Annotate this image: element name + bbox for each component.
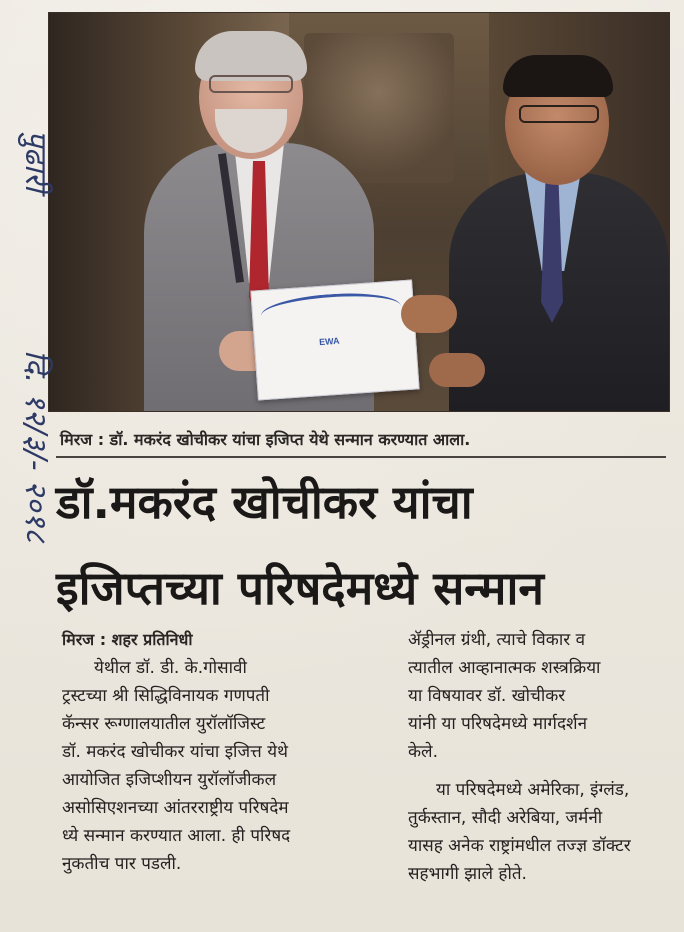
article-line: ॲड्रीनल ग्रंथी, त्याचे विकार व [408, 630, 586, 650]
hand [401, 295, 457, 333]
handwritten-newspaper-name: पुढारी [18, 130, 53, 192]
handwritten-margin-note [4, 120, 53, 920]
article-column-left [62, 654, 382, 878]
byline: मिरज : शहर प्रतिनिधी [62, 630, 193, 649]
article-line: कॅन्सर रूग्णालयातील युरॉलॉजिस्ट [62, 714, 266, 734]
article-line: या विषयावर डॉ. खोचीकर [408, 686, 566, 706]
divider [56, 456, 666, 458]
article-line: असोसिएशनच्या आंतरराष्ट्रीय परिषदेम [62, 798, 289, 818]
article-line: त्यातील आव्हानात्मक शस्त्रक्रिया [408, 658, 601, 678]
news-photo [48, 12, 670, 412]
hand [429, 353, 485, 387]
article-line: सहभागी झाले होते. [408, 864, 527, 884]
article-line: केले. [408, 742, 438, 762]
article-column-right [408, 626, 668, 888]
article-line: ट्रस्टच्या श्री सिद्धिविनायक गणपती [62, 686, 270, 706]
article-line: नुकतीच पार पडली. [62, 854, 182, 874]
photo-caption: मिरज : डॉ. मकरंद खोचीकर यांचा इजिप्त येथे सन्मान करण्यात आला. [60, 430, 471, 449]
headline-line-1: डॉ.मकरंद खोचीकर यांचा [56, 475, 473, 529]
article-line: येथील डॉ. डी. के.गोसावी [94, 658, 247, 678]
article-line: यांनी या परिषदेमध्ये मार्गदर्शन [408, 714, 588, 734]
article-line: या परिषदेमध्ये अमेरिका, इंग्लंड, [436, 780, 630, 800]
certificate [250, 279, 419, 400]
certificate-logo: EWA [318, 335, 340, 348]
headline-line-2: इजिप्तच्या परिषदेमध्ये सन्मान [56, 561, 544, 615]
handwritten-date: दि. १२/३/- २०१८ [18, 350, 53, 543]
article-line: डॉ. मकरंद खोचीकर यांचा इजित्त येथे [62, 742, 288, 762]
article-line: आयोजित इजिप्शीयन युरॉलॉजीकल [62, 770, 277, 790]
article-line: यासह अनेक राष्ट्रांमधील तज्ज्ञ डॉक्टर [408, 836, 631, 856]
article-line: तुर्कस्तान, सौदी अरेबिया, जर्मनी [408, 808, 603, 828]
article-line: ध्ये सन्मान करण्यात आला. ही परिषद [62, 826, 291, 846]
